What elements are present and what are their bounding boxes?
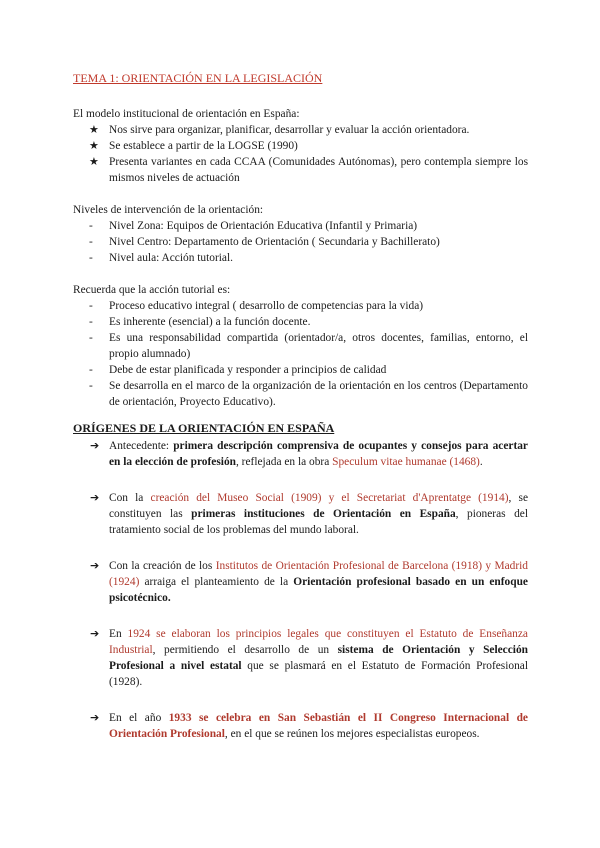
list-item: - Es una responsabilidad compartida (orientador/a, otros docentes, familias, entorno, el propio alumnado): [89, 332, 528, 360]
arrow-bullet-icon: ➔: [90, 491, 100, 504]
dash-bullet-icon: -: [89, 364, 93, 376]
star-bullet-icon: ★: [89, 140, 99, 152]
intro-list: [73, 122, 528, 186]
dash-bullet-icon: -: [89, 252, 93, 264]
list-item: ★ Se establece a partir de la LOGSE (1990): [89, 140, 298, 152]
dash-bullet-icon: -: [89, 332, 93, 344]
star-bullet-icon: ★: [89, 156, 99, 168]
list-item: - Debe de estar planificada y responder a principios de calidad: [89, 364, 387, 376]
list-item: - Se desarrolla en el marco de la organización de la orientación en los centros (Departamento de orientación, Proyecto Educativo).: [89, 380, 528, 408]
levels-lead: Niveles de intervención de la orientación:: [73, 204, 264, 216]
page-title: TEMA 1: ORIENTACIÓN EN LA LEGISLACIÓN: [73, 71, 323, 85]
arrow-bullet-icon: ➔: [90, 711, 100, 724]
list-item: ➔ En el año 1933 se celebra en San Sebastián el II Congreso Internacional de Orientación Profesional, en el que se reúnen los mejores especialistas europeos.: [90, 711, 528, 740]
list-item: - Nivel Zona: Equipos de Orientación Educativa (Infantil y Primaria): [89, 220, 418, 232]
levels-list: [73, 218, 528, 266]
origins-list: [73, 438, 528, 742]
document-page: [73, 70, 528, 762]
arrow-bullet-icon: ➔: [90, 559, 100, 572]
star-bullet-icon: ★: [89, 124, 99, 136]
tutorial-lead: Recuerda que la acción tutorial es:: [73, 284, 231, 296]
list-item: ➔ En 1924 se elaboran los principios legales que constituyen el Estatuto de Enseñanza Industrial, permitiendo el desarrollo de un sistema de Orientación y Selección Profesional a nivel estatal que se plasmará en el Estatuto de Formación Profesional (1928).: [90, 627, 529, 688]
dash-bullet-icon: -: [89, 220, 93, 232]
dash-bullet-icon: -: [89, 236, 93, 248]
tutorial-list: [73, 298, 528, 410]
dash-bullet-icon: -: [89, 316, 93, 328]
list-item: - Es inherente (esencial) a la función docente.: [89, 316, 311, 328]
list-item: ➔ Antecedente: primera descripción comprensiva de ocupantes y consejos para acertar en la elección de profesión, reflejada en la obra Speculum vitae humanae (1468).: [90, 439, 528, 468]
list-item: ★ Presenta variantes en cada CCAA (Comunidades Autónomas), pero contempla siempre los mismos niveles de actuación: [89, 156, 528, 184]
list-item: ➔ Con la creación del Museo Social (1909) y el Secretariat d'Aprentatge (1914), se constituyen las primeras instituciones de Orientación en España, pioneras del tratamiento social de los problemas del mundo laboral.: [90, 491, 529, 536]
arrow-bullet-icon: ➔: [90, 439, 100, 452]
list-item: - Nivel aula: Acción tutorial.: [89, 252, 233, 264]
dash-bullet-icon: -: [89, 300, 93, 312]
arrow-bullet-icon: ➔: [90, 627, 100, 640]
list-item: ★ Nos sirve para organizar, planificar, desarrollar y evaluar la acción orientadora.: [89, 124, 470, 136]
dash-bullet-icon: -: [89, 380, 93, 392]
list-item: - Proceso educativo integral ( desarrollo de competencias para la vida): [89, 300, 424, 312]
intro-lead: El modelo institucional de orientación en España:: [73, 108, 300, 120]
list-item: - Nivel Centro: Departamento de Orientación ( Secundaria y Bachillerato): [89, 236, 440, 248]
origins-heading: ORÍGENES DE LA ORIENTACIÓN EN ESPAÑA: [73, 421, 335, 435]
list-item: ➔ Con la creación de los Institutos de Orientación Profesional de Barcelona (1918) y Madrid (1924) arraiga el planteamiento de la Orientación profesional basado en un enfoque psicotécnico.: [90, 559, 529, 604]
